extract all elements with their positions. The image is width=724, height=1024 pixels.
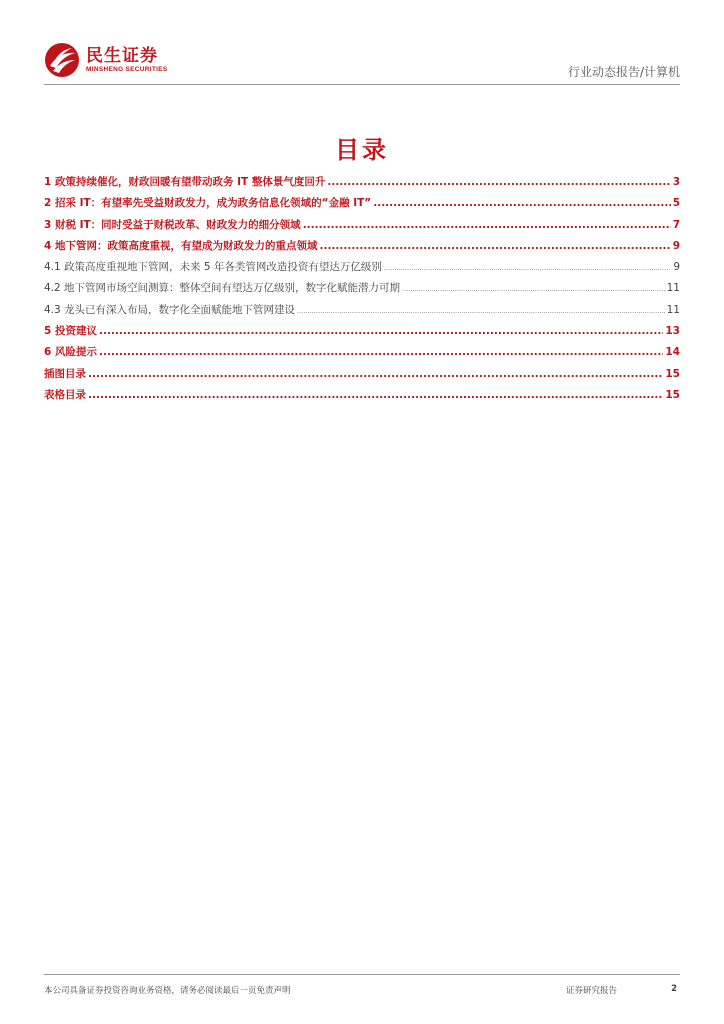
toc-entry-chapter[interactable] [44, 174, 680, 195]
page-header [44, 40, 680, 84]
toc-entry-title: 6 风险提示 [44, 346, 97, 359]
logo-english-name: MINSHENG SECURITIES [86, 66, 168, 73]
toc-entry-section[interactable] [44, 302, 680, 323]
toc-entry-chapter[interactable] [44, 217, 680, 238]
toc-leader-dots [88, 389, 663, 401]
toc-entry-chapter[interactable] [44, 387, 680, 408]
logo-wordmark [86, 46, 168, 74]
toc-leader-dots [297, 308, 665, 315]
toc-leader-dots [327, 176, 670, 188]
toc-entry-chapter[interactable] [44, 366, 680, 387]
toc-entry-section[interactable] [44, 259, 680, 280]
toc-entry-page: 11 [666, 303, 680, 316]
toc-entry-chapter[interactable] [44, 238, 680, 259]
toc-entry-title: 1 政策持续催化，财政回暖有望带动政务 IT 整体景气度回升 [44, 176, 326, 188]
toc-entry-title: 2 招采 IT：有望率先受益财政发力，成为政务信息化领域的“金融 IT” [44, 197, 372, 210]
header-divider [44, 84, 680, 85]
toc-entry-chapter[interactable] [44, 195, 680, 216]
toc-entry-page: 13 [665, 325, 680, 338]
table-of-contents [44, 174, 680, 408]
toc-leader-dots [384, 265, 671, 272]
logo-chinese-name: 民生证券 [86, 46, 158, 66]
toc-entry-title: 4.1 政策高度重视地下管网，未来 5 年各类管网改造投资有望达万亿级别 [44, 261, 382, 274]
toc-entry-title: 3 财税 IT：同时受益于财税改革、财政发力的细分领域 [44, 218, 301, 231]
footer-divider [44, 974, 680, 975]
toc-entry-chapter[interactable] [44, 344, 680, 365]
toc-entry-page: 5 [672, 197, 680, 210]
company-logo [44, 40, 168, 80]
toc-entry-title: 表格目录 [44, 388, 86, 401]
toc-entry-page: 7 [672, 218, 680, 231]
toc-leader-dots [402, 286, 665, 293]
toc-entry-page: 15 [665, 367, 680, 380]
toc-leader-dots [99, 346, 663, 358]
toc-entry-title: 4.2 地下管网市场空间测算：整体空间有望达万亿级别，数字化赋能潜力可期 [44, 282, 401, 295]
toc-entry-title: 5 投资建议 [44, 325, 97, 338]
footer-disclaimer: 本公司具备证券投资咨询业务资格，请务必阅读最后一页免责声明 [44, 986, 291, 996]
toc-entry-page: 9 [673, 261, 680, 274]
toc-leader-dots [88, 368, 663, 380]
toc-title: 目录 [335, 136, 389, 164]
minsheng-logo-icon [44, 42, 80, 78]
toc-leader-dots [303, 219, 671, 231]
toc-leader-dots [373, 197, 670, 209]
toc-leader-dots [99, 325, 663, 337]
toc-entry-page: 11 [666, 282, 680, 295]
toc-entry-title: 4 地下管网：政策高度重视，有望成为财政发力的重点领域 [44, 239, 318, 252]
toc-entry-page: 3 [672, 176, 680, 188]
page-number: 2 [671, 984, 677, 994]
toc-entry-section[interactable] [44, 280, 680, 301]
toc-entry-page: 9 [672, 239, 680, 252]
toc-leader-dots [319, 240, 670, 252]
toc-entry-page: 15 [665, 388, 680, 401]
toc-entry-page: 14 [665, 346, 680, 359]
footer-report-label: 证券研究报告 [566, 986, 618, 996]
toc-entry-title: 4.3 龙头已有深入布局，数字化全面赋能地下管网建设 [44, 303, 296, 316]
report-category: 行业动态报告/计算机 [567, 65, 680, 79]
toc-entry-title: 插图目录 [44, 367, 86, 380]
toc-entry-chapter[interactable] [44, 323, 680, 344]
